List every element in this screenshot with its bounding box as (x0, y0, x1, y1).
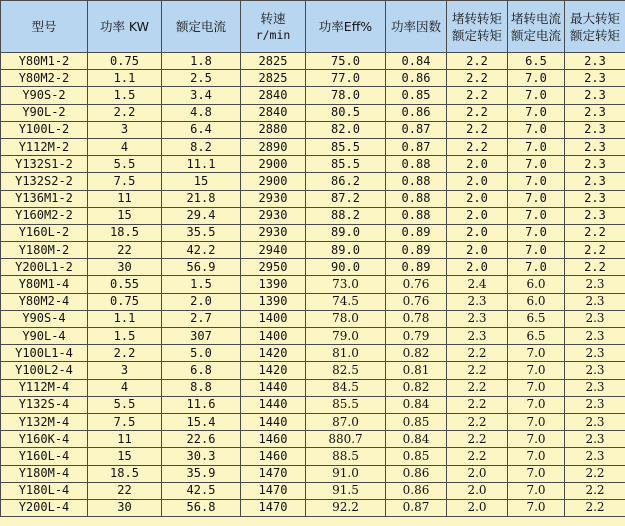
rated-current-cell: 30.3 (162, 448, 241, 465)
efficiency-cell: 85.5 (306, 396, 386, 413)
model-cell: Y80M1-4 (1, 276, 88, 293)
rated-current-cell: 35.9 (162, 465, 241, 482)
efficiency-cell: 74.5 (306, 293, 386, 310)
rated-current-cell: 2.0 (162, 293, 241, 310)
speed-cell: 2930 (241, 224, 306, 241)
power-cell: 1.1 (88, 70, 162, 87)
efficiency-cell: 90.0 (306, 259, 386, 276)
table-row (1, 190, 625, 207)
max-torque-ratio-cell: 2.3 (565, 104, 625, 121)
power-factor-cell: 0.86 (386, 104, 447, 121)
rated-current-cell: 15.4 (162, 413, 241, 430)
rated-current-cell: 6.4 (162, 121, 241, 138)
locked-torque-ratio-cell: 2.2 (447, 53, 508, 70)
speed-cell: 2930 (241, 190, 306, 207)
power-factor-cell: 0.86 (386, 465, 447, 482)
model-cell: Y90L-2 (1, 104, 88, 121)
locked-torque-ratio-cell: 2.0 (447, 156, 508, 173)
power-factor-cell: 0.88 (386, 207, 447, 224)
power-factor-cell: 0.79 (386, 328, 447, 345)
rated-current-cell: 22.6 (162, 431, 241, 448)
model-cell: Y80M2-2 (1, 70, 88, 87)
rated-current-cell: 1.8 (162, 53, 241, 70)
rated-current-cell: 56.9 (162, 259, 241, 276)
power-factor-cell: 0.85 (386, 87, 447, 104)
locked-torque-ratio-cell: 2.0 (447, 173, 508, 190)
max-torque-ratio-cell: 2.2 (565, 242, 625, 259)
locked-torque-ratio-cell: 2.3 (447, 310, 508, 327)
power-cell: 7.5 (88, 173, 162, 190)
speed-cell: 2930 (241, 207, 306, 224)
model-cell: Y132S1-2 (1, 156, 88, 173)
speed-cell: 2900 (241, 156, 306, 173)
col-header-rated-torque-2: 额定转矩 (569, 27, 620, 43)
table-row (1, 242, 625, 259)
rated-current-cell: 11.1 (162, 156, 241, 173)
power-cell: 0.75 (88, 53, 162, 70)
power-factor-cell: 0.78 (386, 310, 447, 327)
max-torque-ratio-cell: 2.2 (565, 499, 625, 516)
header-row (1, 1, 625, 53)
col-header-rated-torque: 额定转矩 (451, 27, 502, 43)
efficiency-cell: 82.0 (306, 121, 386, 138)
locked-current-ratio-cell: 7.0 (508, 121, 565, 138)
speed-cell: 2900 (241, 173, 306, 190)
rated-current-cell: 8.8 (162, 379, 241, 396)
locked-torque-ratio-cell: 2.0 (447, 207, 508, 224)
rated-current-cell: 307 (162, 328, 241, 345)
model-cell: Y180L-4 (1, 482, 88, 499)
rated-current-cell: 15 (162, 173, 241, 190)
rated-current-cell: 2.5 (162, 70, 241, 87)
max-torque-ratio-cell: 2.3 (565, 362, 625, 379)
table-row (1, 293, 625, 310)
power-factor-cell: 0.85 (386, 448, 447, 465)
power-cell: 1.5 (88, 87, 162, 104)
efficiency-cell: 88.5 (306, 448, 386, 465)
efficiency-cell: 79.0 (306, 328, 386, 345)
efficiency-cell: 78.0 (306, 310, 386, 327)
efficiency-cell: 91.5 (306, 482, 386, 499)
power-cell: 2.2 (88, 104, 162, 121)
table-row (1, 87, 625, 104)
rated-current-cell: 35.5 (162, 224, 241, 241)
power-cell: 22 (88, 242, 162, 259)
col-header-efficiency-label: 功率Eff% (318, 19, 373, 34)
efficiency-cell: 85.5 (306, 138, 386, 155)
locked-current-ratio-cell: 6.5 (508, 328, 565, 345)
locked-current-ratio-cell: 7.0 (508, 413, 565, 430)
rated-current-cell: 2.7 (162, 310, 241, 327)
model-cell: Y132S-4 (1, 396, 88, 413)
table-row (1, 70, 625, 87)
model-cell: Y160K-4 (1, 431, 88, 448)
locked-current-ratio-cell: 7.0 (508, 224, 565, 241)
speed-cell: 1440 (241, 396, 306, 413)
speed-cell: 1390 (241, 276, 306, 293)
col-header-max-torque-ratio (565, 1, 625, 53)
col-header-efficiency (306, 1, 386, 53)
power-cell: 15 (88, 207, 162, 224)
locked-current-ratio-cell: 7.0 (508, 396, 565, 413)
power-factor-cell: 0.86 (386, 482, 447, 499)
power-cell: 0.75 (88, 293, 162, 310)
max-torque-ratio-cell: 2.3 (565, 87, 625, 104)
speed-cell: 1400 (241, 328, 306, 345)
speed-cell: 1470 (241, 499, 306, 516)
power-factor-cell: 0.87 (386, 121, 447, 138)
power-cell: 18.5 (88, 224, 162, 241)
speed-cell: 1460 (241, 448, 306, 465)
rated-current-cell: 21.8 (162, 190, 241, 207)
max-torque-ratio-cell: 2.3 (565, 70, 625, 87)
speed-cell: 2890 (241, 138, 306, 155)
table-row (1, 259, 625, 276)
locked-current-ratio-cell: 7.0 (508, 379, 565, 396)
power-factor-cell: 0.76 (386, 276, 447, 293)
power-factor-cell: 0.89 (386, 242, 447, 259)
locked-torque-ratio-cell: 2.0 (447, 465, 508, 482)
speed-cell: 1390 (241, 293, 306, 310)
model-cell: Y112M-4 (1, 379, 88, 396)
locked-torque-ratio-cell: 2.2 (447, 121, 508, 138)
efficiency-cell: 75.0 (306, 53, 386, 70)
power-cell: 1.5 (88, 328, 162, 345)
locked-current-ratio-cell: 7.0 (508, 482, 565, 499)
efficiency-cell: 85.5 (306, 156, 386, 173)
speed-cell: 1420 (241, 362, 306, 379)
locked-current-ratio-cell: 6.5 (508, 53, 565, 70)
efficiency-cell: 86.2 (306, 173, 386, 190)
max-torque-ratio-cell: 2.3 (565, 448, 625, 465)
table-row (1, 362, 625, 379)
power-cell: 4 (88, 379, 162, 396)
efficiency-cell: 73.0 (306, 276, 386, 293)
locked-current-ratio-cell: 7.0 (508, 104, 565, 121)
max-torque-ratio-cell: 2.3 (565, 276, 625, 293)
efficiency-cell: 82.5 (306, 362, 386, 379)
col-header-speed (241, 1, 306, 53)
col-header-locked-current: 堵转电流 (510, 10, 561, 26)
locked-torque-ratio-cell: 2.3 (447, 328, 508, 345)
model-cell: Y132S2-2 (1, 173, 88, 190)
col-header-locked-torque: 堵转转矩 (451, 10, 502, 26)
power-factor-cell: 0.82 (386, 345, 447, 362)
power-cell: 11 (88, 190, 162, 207)
power-cell: 22 (88, 482, 162, 499)
speed-cell: 1400 (241, 310, 306, 327)
rated-current-cell: 5.0 (162, 345, 241, 362)
table-row (1, 53, 625, 70)
locked-torque-ratio-cell: 2.2 (447, 448, 508, 465)
locked-current-ratio-cell: 7.0 (508, 70, 565, 87)
rated-current-cell: 8.2 (162, 138, 241, 155)
col-header-rated-current-label: 额定电流 (175, 19, 226, 34)
locked-torque-ratio-cell: 2.2 (447, 413, 508, 430)
power-cell: 30 (88, 499, 162, 516)
speed-cell: 1470 (241, 482, 306, 499)
speed-cell: 1440 (241, 413, 306, 430)
table-row (1, 173, 625, 190)
power-factor-cell: 0.88 (386, 190, 447, 207)
table-row (1, 396, 625, 413)
speed-cell: 2840 (241, 87, 306, 104)
power-cell: 11 (88, 431, 162, 448)
locked-current-ratio-cell: 7.0 (508, 362, 565, 379)
power-cell: 0.55 (88, 276, 162, 293)
table-row (1, 482, 625, 499)
table-row (1, 156, 625, 173)
locked-current-ratio-cell: 7.0 (508, 173, 565, 190)
locked-torque-ratio-cell: 2.2 (447, 345, 508, 362)
locked-current-ratio-cell: 7.0 (508, 431, 565, 448)
model-cell: Y112M-2 (1, 138, 88, 155)
max-torque-ratio-cell: 2.3 (565, 328, 625, 345)
table-row (1, 465, 625, 482)
power-factor-cell: 0.88 (386, 173, 447, 190)
table-row (1, 276, 625, 293)
table-row (1, 431, 625, 448)
max-torque-ratio-cell: 2.2 (565, 465, 625, 482)
max-torque-ratio-cell: 2.2 (565, 224, 625, 241)
table-row (1, 379, 625, 396)
locked-torque-ratio-cell: 2.2 (447, 379, 508, 396)
model-cell: Y160M2-2 (1, 207, 88, 224)
locked-current-ratio-cell: 7.0 (508, 345, 565, 362)
col-header-power-factor (386, 1, 447, 53)
model-cell: Y160L-2 (1, 224, 88, 241)
model-cell: Y80M1-2 (1, 53, 88, 70)
locked-torque-ratio-cell: 2.4 (447, 276, 508, 293)
table-body (1, 53, 625, 517)
model-cell: Y200L1-2 (1, 259, 88, 276)
efficiency-cell: 92.2 (306, 499, 386, 516)
power-factor-cell: 0.76 (386, 293, 447, 310)
table-row (1, 499, 625, 516)
rated-current-cell: 4.8 (162, 104, 241, 121)
col-header-model-label: 型号 (31, 19, 57, 34)
power-cell: 2.2 (88, 345, 162, 362)
power-factor-cell: 0.82 (386, 379, 447, 396)
col-header-power-factor-label: 功率因数 (390, 19, 441, 34)
col-header-speed-unit: r/min (255, 27, 291, 42)
locked-torque-ratio-cell: 2.2 (447, 396, 508, 413)
power-cell: 1.1 (88, 310, 162, 327)
max-torque-ratio-cell: 2.3 (565, 190, 625, 207)
locked-torque-ratio-cell: 2.2 (447, 104, 508, 121)
rated-current-cell: 42.5 (162, 482, 241, 499)
col-header-rated-current-2: 额定电流 (510, 27, 561, 43)
efficiency-cell: 78.0 (306, 87, 386, 104)
col-header-power-label: 功率 KW (99, 19, 150, 34)
model-cell: Y200L-4 (1, 499, 88, 516)
locked-torque-ratio-cell: 2.2 (447, 431, 508, 448)
locked-current-ratio-cell: 7.0 (508, 448, 565, 465)
speed-cell: 2940 (241, 242, 306, 259)
rated-current-cell: 42.2 (162, 242, 241, 259)
model-cell: Y136M1-2 (1, 190, 88, 207)
locked-current-ratio-cell: 7.0 (508, 242, 565, 259)
power-factor-cell: 0.89 (386, 259, 447, 276)
max-torque-ratio-cell: 2.3 (565, 293, 625, 310)
efficiency-cell: 89.0 (306, 242, 386, 259)
model-cell: Y180M-2 (1, 242, 88, 259)
locked-current-ratio-cell: 7.0 (508, 156, 565, 173)
locked-torque-ratio-cell: 2.2 (447, 87, 508, 104)
rated-current-cell: 11.6 (162, 396, 241, 413)
locked-torque-ratio-cell: 2.2 (447, 70, 508, 87)
col-header-locked-current-ratio (508, 1, 565, 53)
rated-current-cell: 29.4 (162, 207, 241, 224)
max-torque-ratio-cell: 2.3 (565, 379, 625, 396)
model-cell: Y100L2-4 (1, 362, 88, 379)
max-torque-ratio-cell: 2.2 (565, 482, 625, 499)
max-torque-ratio-cell: 2.3 (565, 173, 625, 190)
speed-cell: 2950 (241, 259, 306, 276)
model-cell: Y90S-2 (1, 87, 88, 104)
locked-current-ratio-cell: 7.0 (508, 259, 565, 276)
col-header-power (88, 1, 162, 53)
locked-current-ratio-cell: 7.0 (508, 190, 565, 207)
power-cell: 4 (88, 138, 162, 155)
model-cell: Y100L-2 (1, 121, 88, 138)
col-header-speed-label: 转速 (260, 10, 286, 26)
power-factor-cell: 0.81 (386, 362, 447, 379)
efficiency-cell: 89.0 (306, 224, 386, 241)
col-header-locked-torque-ratio (447, 1, 508, 53)
locked-torque-ratio-cell: 2.0 (447, 482, 508, 499)
power-cell: 30 (88, 259, 162, 276)
locked-torque-ratio-cell: 2.0 (447, 190, 508, 207)
max-torque-ratio-cell: 2.3 (565, 345, 625, 362)
locked-torque-ratio-cell: 2.2 (447, 138, 508, 155)
table-row (1, 328, 625, 345)
locked-torque-ratio-cell: 2.2 (447, 362, 508, 379)
power-factor-cell: 0.89 (386, 224, 447, 241)
locked-torque-ratio-cell: 2.0 (447, 499, 508, 516)
table-row (1, 207, 625, 224)
col-header-max-torque: 最大转矩 (569, 10, 620, 26)
model-cell: Y90S-4 (1, 310, 88, 327)
locked-torque-ratio-cell: 2.0 (447, 259, 508, 276)
power-factor-cell: 0.87 (386, 499, 447, 516)
table-row (1, 121, 625, 138)
model-cell: Y100L1-4 (1, 345, 88, 362)
model-cell: Y90L-4 (1, 328, 88, 345)
locked-current-ratio-cell: 6.0 (508, 293, 565, 310)
speed-cell: 2825 (241, 53, 306, 70)
power-cell: 15 (88, 448, 162, 465)
rated-current-cell: 6.8 (162, 362, 241, 379)
max-torque-ratio-cell: 2.3 (565, 396, 625, 413)
max-torque-ratio-cell: 2.3 (565, 138, 625, 155)
efficiency-cell: 87.0 (306, 413, 386, 430)
efficiency-cell: 80.5 (306, 104, 386, 121)
model-cell: Y180M-4 (1, 465, 88, 482)
power-factor-cell: 0.86 (386, 70, 447, 87)
power-cell: 3 (88, 362, 162, 379)
power-cell: 5.5 (88, 396, 162, 413)
efficiency-cell: 91.0 (306, 465, 386, 482)
speed-cell: 1470 (241, 465, 306, 482)
table-row (1, 413, 625, 430)
max-torque-ratio-cell: 2.3 (565, 207, 625, 224)
power-factor-cell: 0.85 (386, 413, 447, 430)
model-cell: Y132M-4 (1, 413, 88, 430)
efficiency-cell: 87.2 (306, 190, 386, 207)
table-header (1, 1, 625, 53)
speed-cell: 2825 (241, 70, 306, 87)
power-factor-cell: 0.84 (386, 53, 447, 70)
locked-torque-ratio-cell: 2.3 (447, 293, 508, 310)
locked-current-ratio-cell: 6.5 (508, 310, 565, 327)
table-row (1, 104, 625, 121)
power-cell: 3 (88, 121, 162, 138)
locked-current-ratio-cell: 7.0 (508, 207, 565, 224)
power-cell: 18.5 (88, 465, 162, 482)
max-torque-ratio-cell: 2.3 (565, 156, 625, 173)
max-torque-ratio-cell: 2.3 (565, 310, 625, 327)
speed-cell: 2840 (241, 104, 306, 121)
locked-current-ratio-cell: 6.0 (508, 276, 565, 293)
power-factor-cell: 0.87 (386, 138, 447, 155)
speed-cell: 2880 (241, 121, 306, 138)
locked-current-ratio-cell: 7.0 (508, 87, 565, 104)
power-factor-cell: 0.84 (386, 431, 447, 448)
table-row (1, 138, 625, 155)
col-header-rated-current (162, 1, 241, 53)
max-torque-ratio-cell: 2.3 (565, 413, 625, 430)
speed-cell: 1440 (241, 379, 306, 396)
power-cell: 7.5 (88, 413, 162, 430)
model-cell: Y80M2-4 (1, 293, 88, 310)
efficiency-cell: 81.0 (306, 345, 386, 362)
table-row (1, 448, 625, 465)
max-torque-ratio-cell: 2.3 (565, 431, 625, 448)
power-factor-cell: 0.84 (386, 396, 447, 413)
table-row (1, 345, 625, 362)
efficiency-cell: 84.5 (306, 379, 386, 396)
speed-cell: 1420 (241, 345, 306, 362)
efficiency-cell: 880.7 (306, 431, 386, 448)
rated-current-cell: 3.4 (162, 87, 241, 104)
rated-current-cell: 56.8 (162, 499, 241, 516)
locked-current-ratio-cell: 7.0 (508, 138, 565, 155)
max-torque-ratio-cell: 2.2 (565, 259, 625, 276)
efficiency-cell: 88.2 (306, 207, 386, 224)
table-row (1, 310, 625, 327)
col-header-model (1, 1, 88, 53)
locked-torque-ratio-cell: 2.0 (447, 242, 508, 259)
max-torque-ratio-cell: 2.3 (565, 121, 625, 138)
table-row (1, 224, 625, 241)
speed-cell: 1460 (241, 431, 306, 448)
power-cell: 5.5 (88, 156, 162, 173)
rated-current-cell: 1.5 (162, 276, 241, 293)
model-cell: Y160L-4 (1, 448, 88, 465)
max-torque-ratio-cell: 2.3 (565, 53, 625, 70)
power-factor-cell: 0.88 (386, 156, 447, 173)
locked-current-ratio-cell: 7.0 (508, 465, 565, 482)
locked-current-ratio-cell: 7.0 (508, 499, 565, 516)
locked-torque-ratio-cell: 2.0 (447, 224, 508, 241)
efficiency-cell: 77.0 (306, 70, 386, 87)
